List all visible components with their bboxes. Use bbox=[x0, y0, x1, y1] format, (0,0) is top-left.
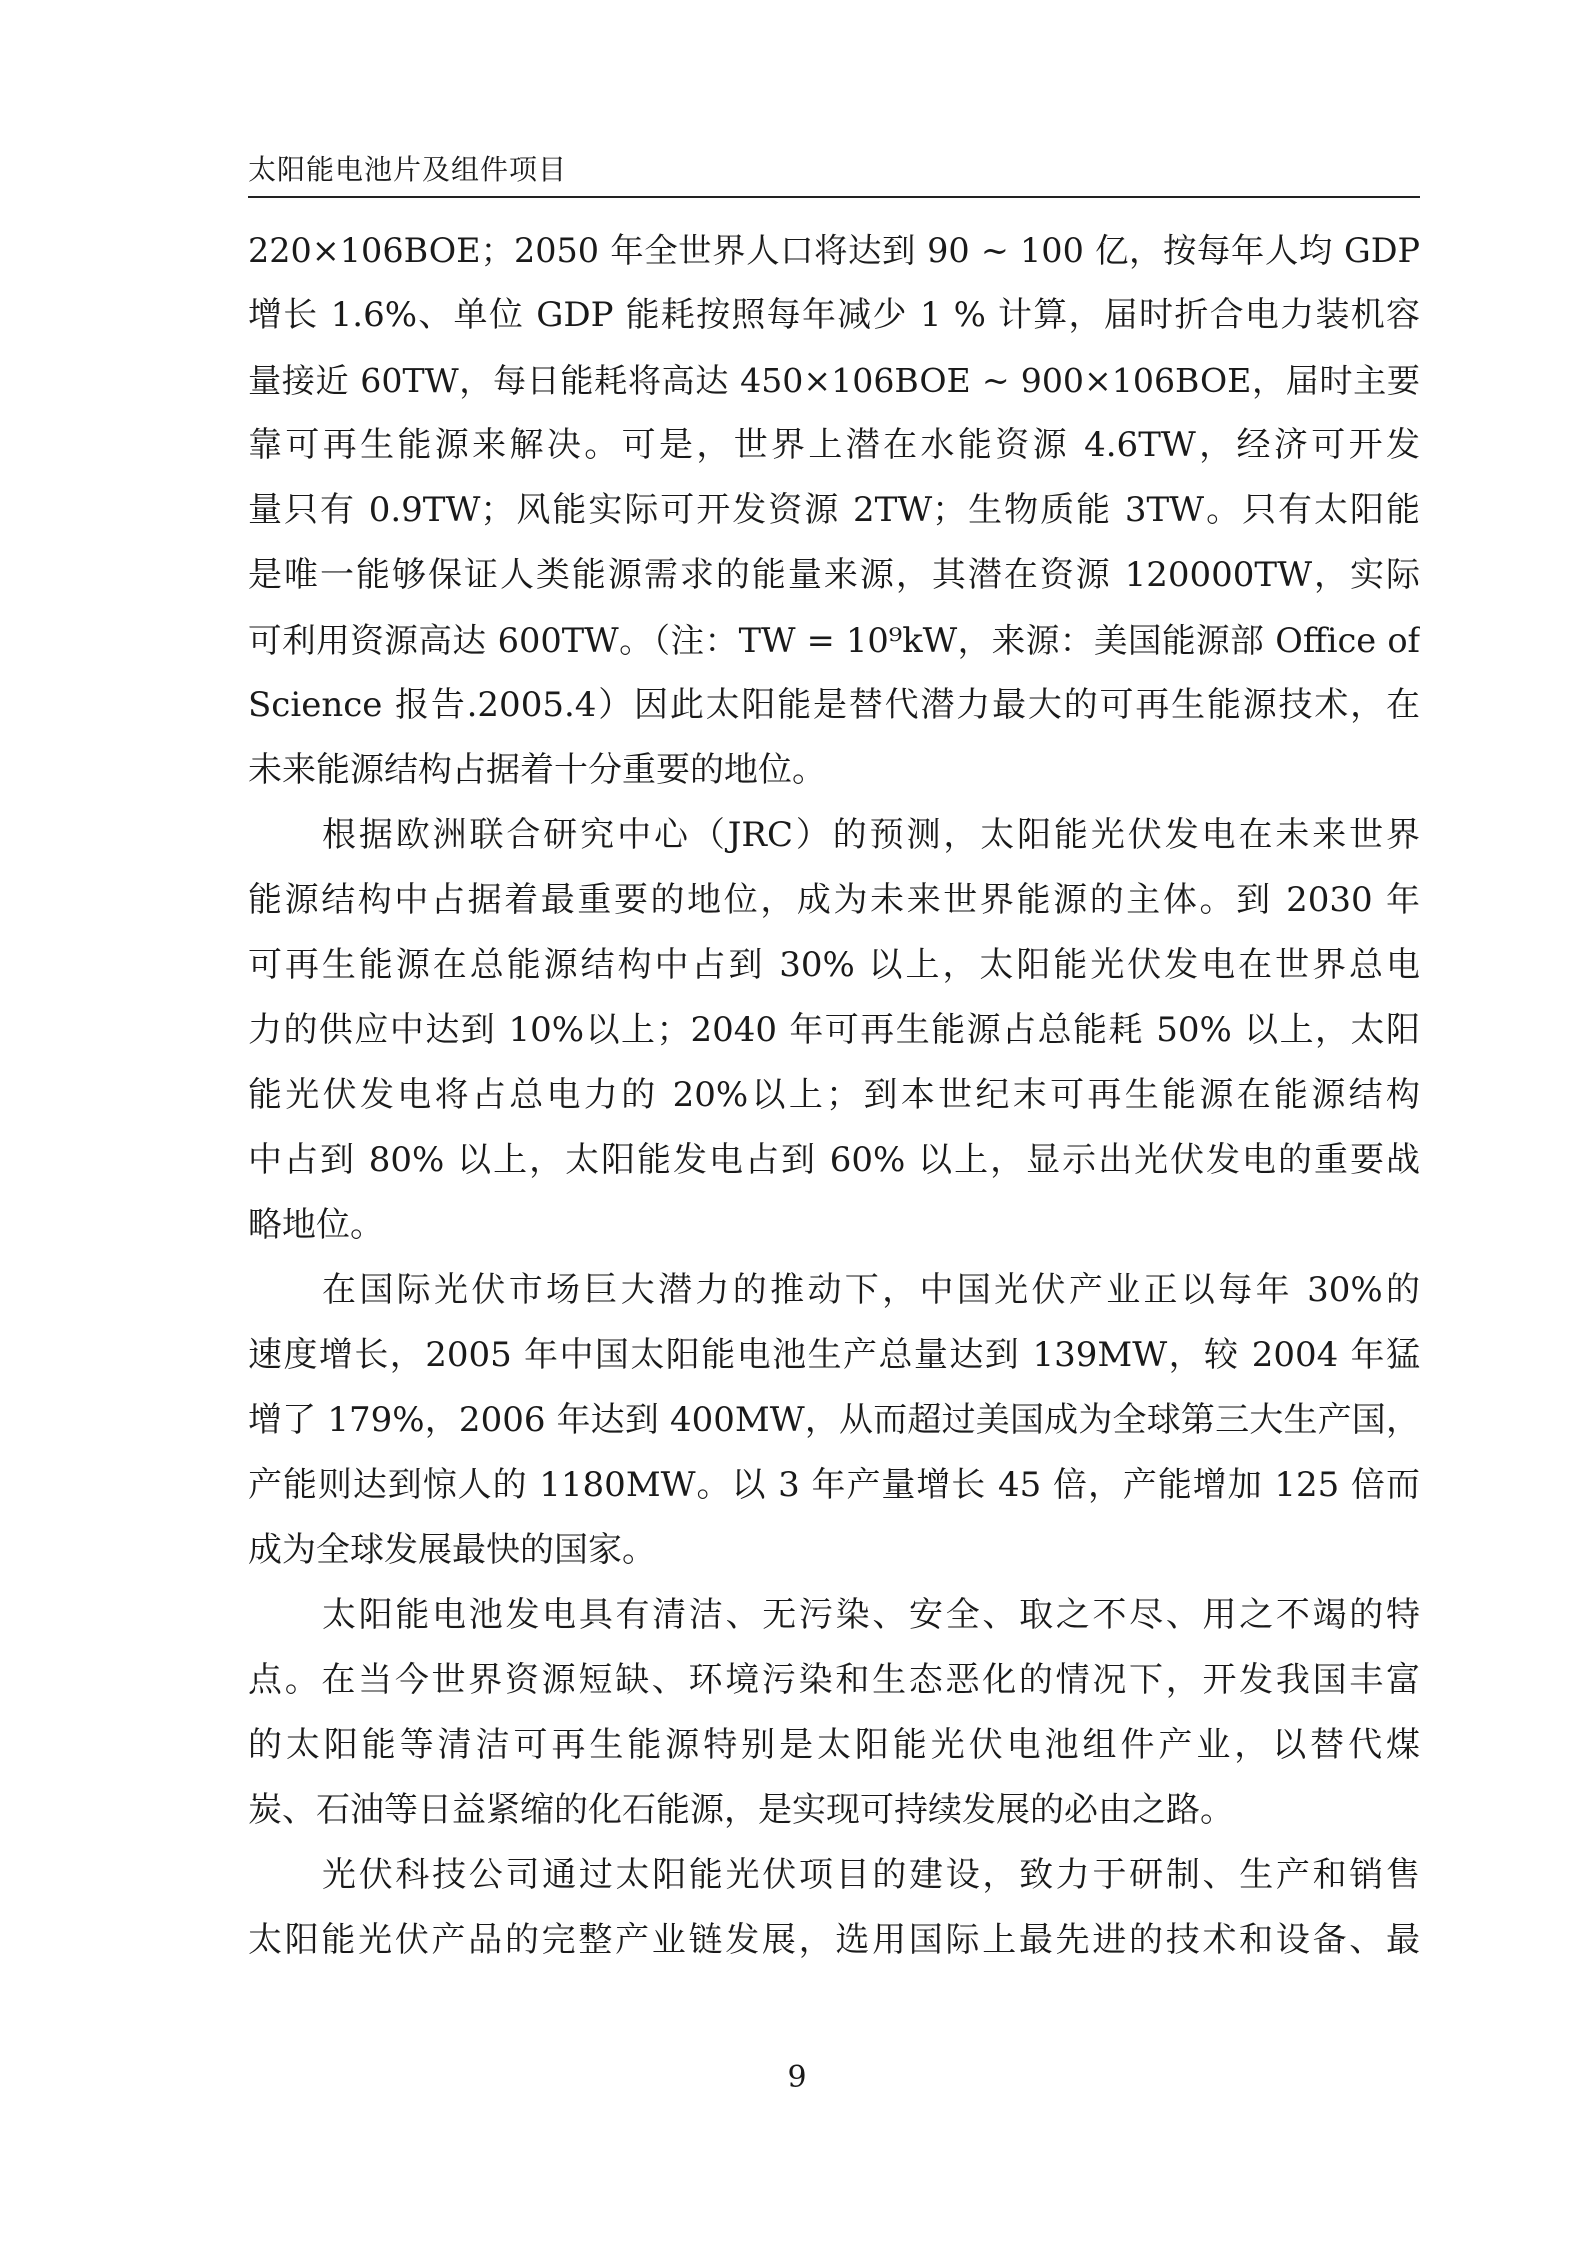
text-line: 220×106BOE；2050 年全世界人口将达到 90 ~ 100 亿，按每年人均 GDP bbox=[248, 231, 1420, 270]
text-line: 可利用资源高达 600TW。（注：TW = 10⁹kW，来源：美国能源部 Office of bbox=[248, 621, 1420, 660]
text-line: 量只有 0.9TW；风能实际可开发资源 2TW；生物质能 3TW。只有太阳能 bbox=[248, 490, 1420, 530]
header-title: 太阳能电池片及组件项目 bbox=[248, 153, 568, 186]
page-header bbox=[248, 150, 1420, 198]
text-line: 产能则达到惊人的 1180MW。以 3 年产量增长 45 倍，产能增加 125 倍而 bbox=[248, 1465, 1420, 1505]
text-line: 靠可再生能源来解决。可是，世界上潜在水能资源 4.6TW，经济可开发 bbox=[248, 425, 1420, 465]
text-line: 速度增长，2005 年中国太阳能电池生产总量达到 139MW，较 2004 年猛 bbox=[248, 1335, 1420, 1375]
text-line: 点。在当今世界资源短缺、环境污染和生态恶化的情况下，开发我国丰富 bbox=[248, 1660, 1420, 1700]
text-line: 能源结构中占据着最重要的地位，成为未来世界能源的主体。到 2030 年 bbox=[248, 880, 1420, 920]
text-line: 能光伏发电将占总电力的 20%以上；到本世纪末可再生能源在能源结构 bbox=[248, 1075, 1420, 1115]
text-line: 太阳能电池发电具有清洁、无污染、安全、取之不尽、用之不竭的特 bbox=[322, 1595, 1420, 1635]
text-line: 在国际光伏市场巨大潜力的推动下，中国光伏产业正以每年 30%的 bbox=[322, 1270, 1420, 1310]
text-line: 成为全球发展最快的国家。 bbox=[248, 1530, 656, 1570]
text-line: 增长 1.6%、单位 GDP 能耗按照每年减少 1 % 计算，届时折合电力装机容 bbox=[248, 295, 1420, 335]
text-line: 太阳能光伏产品的完整产业链发展，选用国际上最先进的技术和设备、最 bbox=[248, 1920, 1420, 1960]
text-line: 根据欧洲联合研究中心（JRC）的预测，太阳能光伏发电在未来世界 bbox=[322, 815, 1420, 855]
document-body bbox=[248, 218, 1420, 1973]
text-line: 增了 179%，2006 年达到 400MW，从而超过美国成为全球第三大生产国， bbox=[248, 1400, 1420, 1440]
text-line: 未来能源结构占据着十分重要的地位。 bbox=[248, 750, 826, 790]
text-line: 力的供应中达到 10%以上；2040 年可再生能源占总能耗 50% 以上，太阳 bbox=[248, 1010, 1420, 1050]
text-line: 炭、石油等日益紧缩的化石能源，是实现可持续发展的必由之路。 bbox=[248, 1790, 1234, 1830]
text-line: 略地位。 bbox=[248, 1205, 384, 1245]
text-line: Science 报告.2005.4）因此太阳能是替代潜力最大的可再生能源技术，在 bbox=[248, 685, 1420, 725]
text-line: 光伏科技公司通过太阳能光伏项目的建设，致力于研制、生产和销售 bbox=[322, 1855, 1420, 1895]
page-number: 9 bbox=[787, 2060, 807, 2095]
text-line: 可再生能源在总能源结构中占到 30% 以上，太阳能光伏发电在世界总电 bbox=[248, 945, 1420, 985]
text-line: 的太阳能等清洁可再生能源特别是太阳能光伏电池组件产业，以替代煤 bbox=[248, 1725, 1420, 1765]
text-line: 量接近 60TW，每日能耗将高达 450×106BOE ~ 900×106BOE，届时主要 bbox=[248, 361, 1420, 400]
text-line: 中占到 80% 以上，太阳能发电占到 60% 以上，显示出光伏发电的重要战 bbox=[248, 1140, 1420, 1180]
text-line: 是唯一能够保证人类能源需求的能量来源，其潜在资源 120000TW，实际 bbox=[248, 555, 1420, 595]
